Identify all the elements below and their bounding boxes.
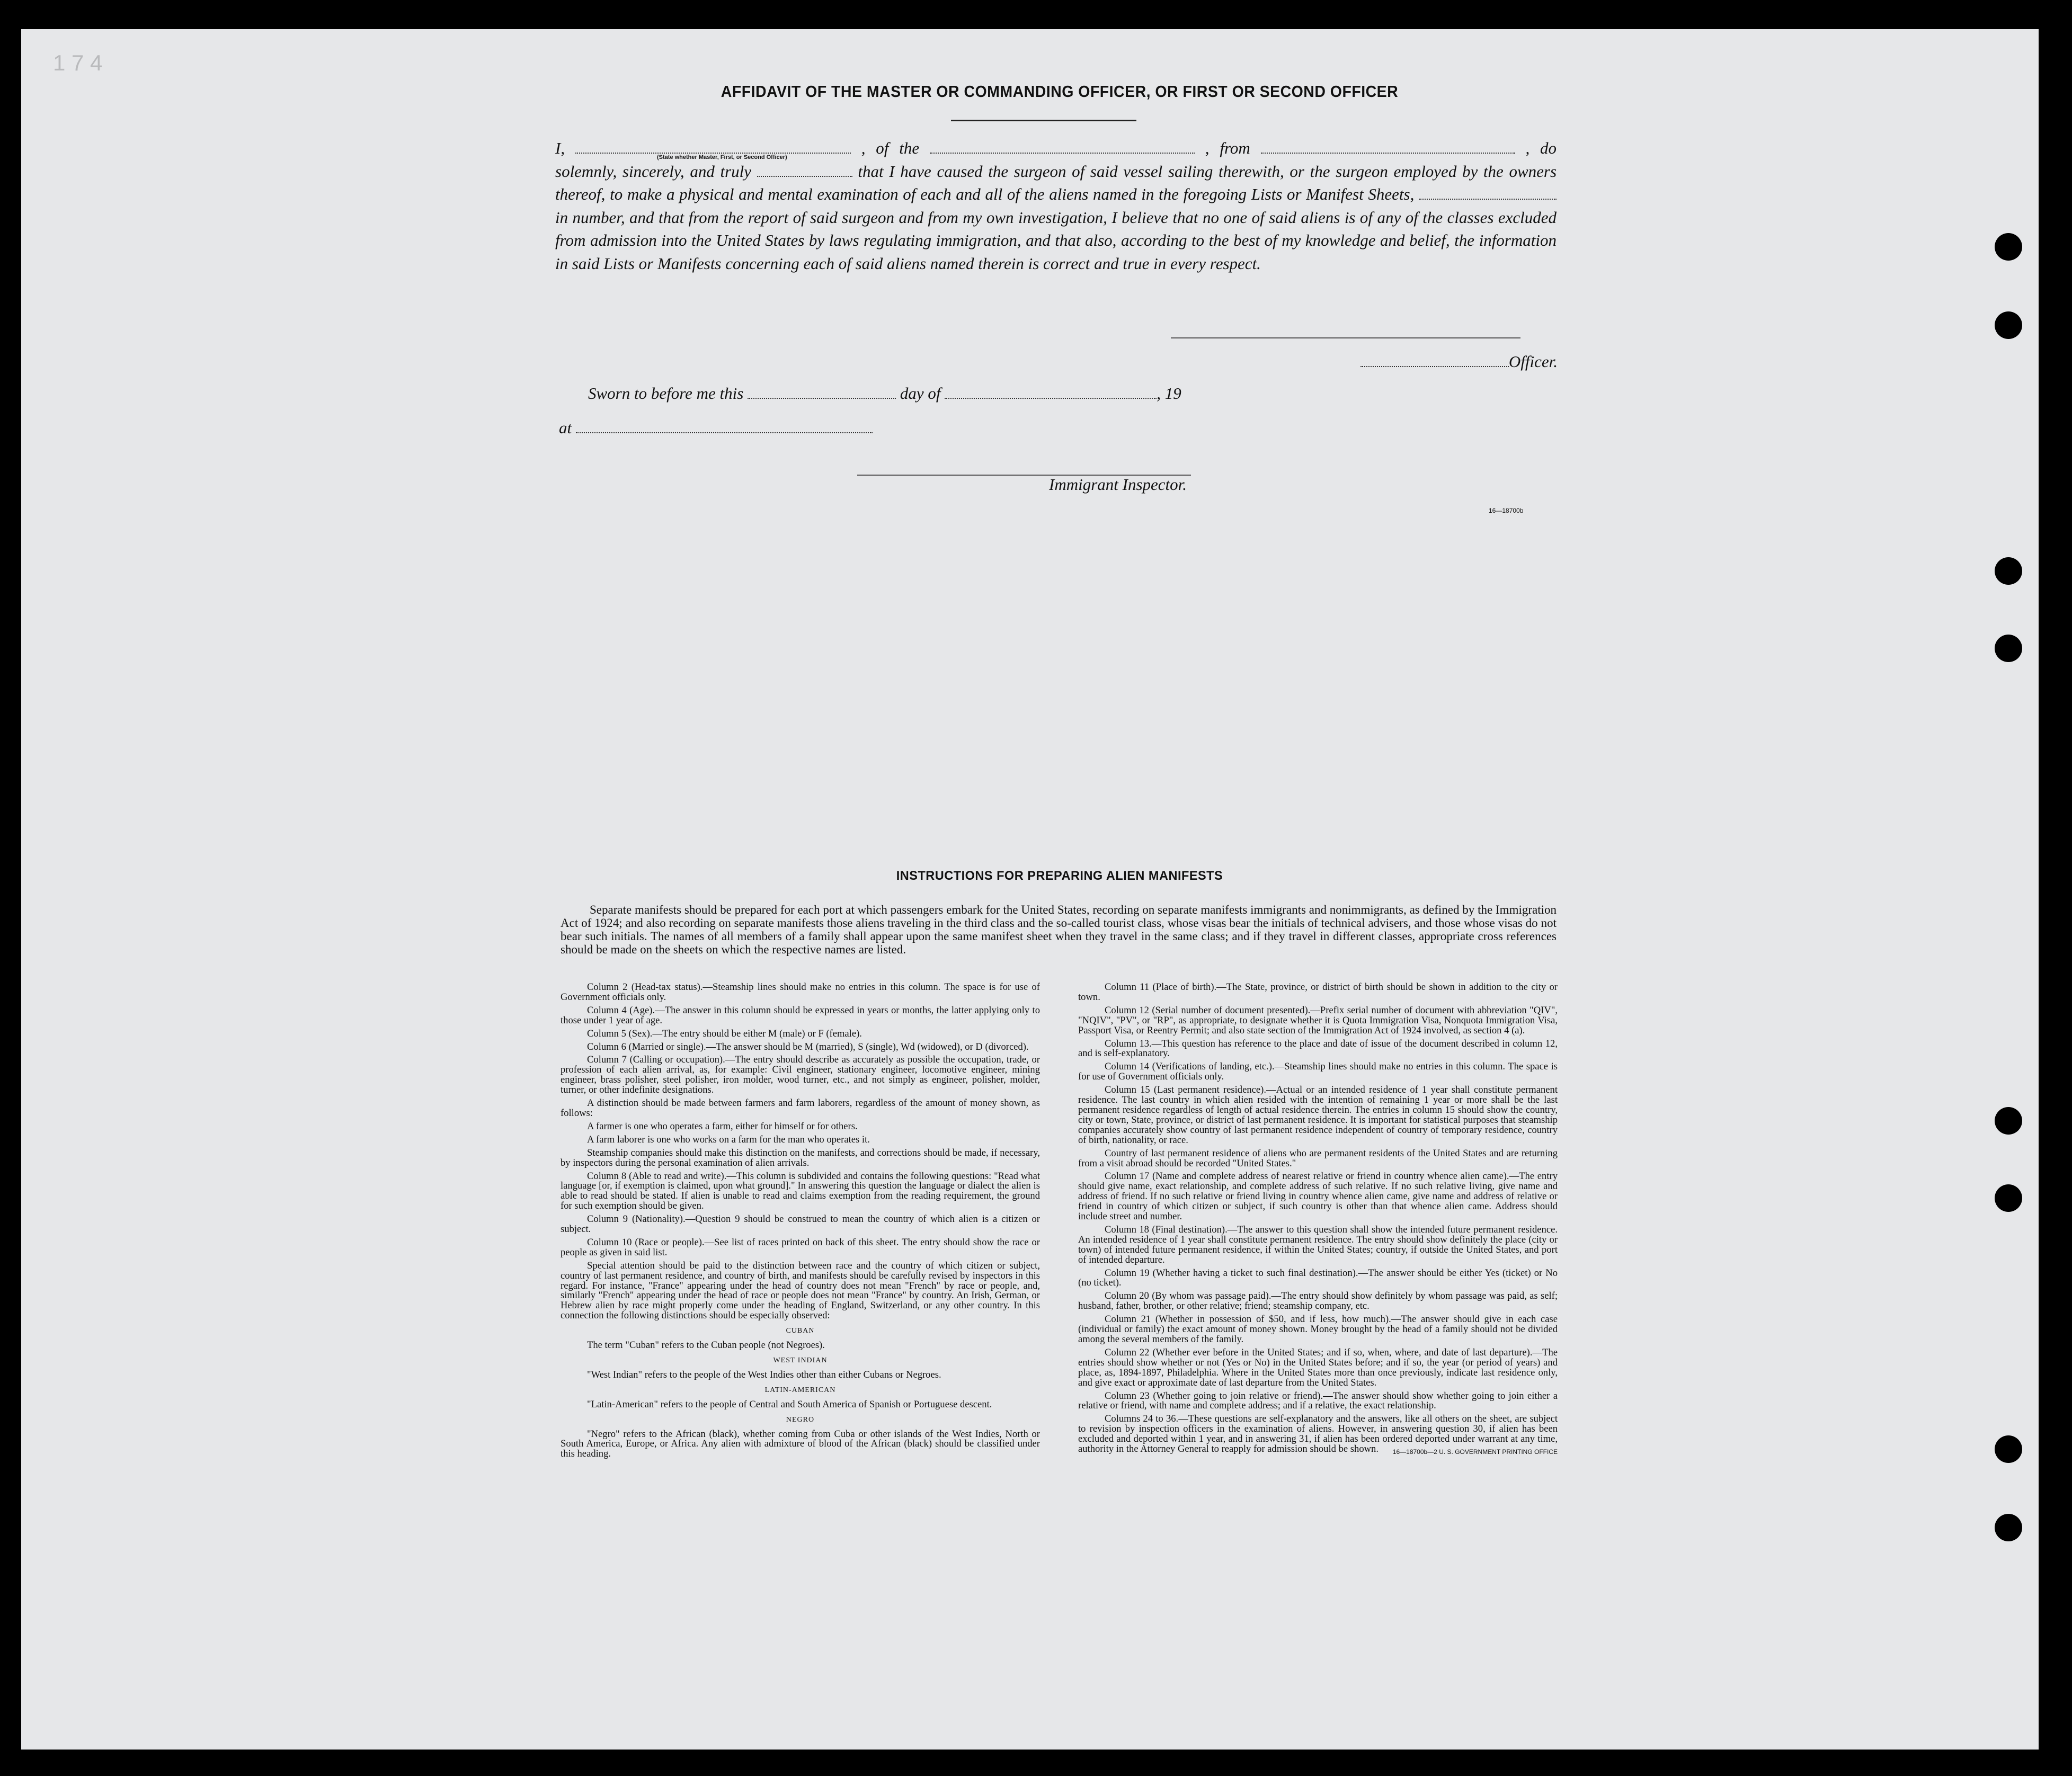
instruction-paragraph: Column 8 (Able to read and write).—This column is subdivided and contains the following questions: "Read what language [or, if exemption is claimed, upon what ground]." In answering this question the language or dialect the alien is able to read should be stated. If alien is unable to read and claims exemption from the reading requirement, the ground for such exemption should be given. xyxy=(561,1170,1040,1212)
instruction-paragraph: Column 22 (Whether ever before in the United States; and if so, when, where, and date of last departure).—The entries should show whether or not (Yes or No) in the United States before; and if so, the year (or period of years) and place, as, 1894-1897, Philadelphia. Where in the United States more than once previously, indicate last residence only, and give exact or approximate date of last departure from the United States. xyxy=(1078,1346,1558,1388)
instructions-right-column xyxy=(1078,983,1558,1457)
section-heading-cuban: CUBAN xyxy=(786,1327,815,1335)
instruction-paragraph: Column 2 (Head-tax status).—Steamship lines should make no entries in this column. The space is for use of Government officials only. xyxy=(561,981,1040,1003)
instruction-paragraph: Column 21 (Whether in possession of $50, and if less, how much).—The answer should give in each case (individual or family) the exact amount of money shown. Money brought by the head of a family should not be divided among the several members of the family. xyxy=(1078,1314,1558,1345)
instruction-paragraph: "Latin-American" refers to the people of Central and South America of Spanish or Portuguese descent. xyxy=(587,1398,992,1410)
instructions-intro: Separate manifests should be prepared for each port at which passengers embark for the United States, recording on separate manifests immigrants and nonimmigrants, as defined by the Immigration Act of 1924; and also recording on separate manifests those aliens traveling in the third class and the so-called tourist class, whose visas bear the initials of technical advisers, and those whose visas do not bear such initials. The names of all members of a family shall appear upon the same manifest sheet when they travel in the same class; and if they travel in different classes, appropriate cross references should be made on the sheets on which the respective names are listed. xyxy=(561,903,1557,956)
instruction-paragraph: Column 19 (Whether having a ticket to such final destination).—The answer should be either Yes (ticket) or No (no ticket). xyxy=(1078,1267,1558,1289)
instruction-paragraph: Column 9 (Nationality).—Question 9 should be construed to mean the country of which alien is a citizen or subject. xyxy=(561,1213,1040,1235)
fill-line-place[interactable] xyxy=(576,421,873,433)
instruction-paragraph: Column 11 (Place of birth).—The State, province, or district of birth should be shown in addition to the city or town. xyxy=(1078,981,1558,1003)
title-rule xyxy=(951,120,1136,121)
fill-line-officer-title[interactable] xyxy=(1360,354,1509,367)
fill-line-oath[interactable] xyxy=(757,163,852,177)
punch-hole xyxy=(1995,1514,2022,1541)
printing-office-code: 16—18700b—2 U. S. GOVERNMENT PRINTING OFFICE xyxy=(1392,1448,1558,1456)
page-number-faint: 1 7 4 xyxy=(53,50,103,75)
instruction-paragraph: Column 6 (Married or single).—The answer should be M (married), S (single), Wd (widowed), or D (divorced). xyxy=(587,1041,1029,1052)
instruction-paragraph: A farmer is one who operates a farm, either for himself or for others. xyxy=(587,1120,858,1132)
inspector-label: Immigrant Inspector. xyxy=(1049,475,1187,494)
instruction-paragraph: Column 12 (Serial number of document presented).—Prefix serial number of document with abbreviation "QIV", "NQIV", "PV", or "RP", as appropriate, to designate whether it is Quota Immigration Visa, Nonquota Immigration Visa, Passport Visa, or Reentry Permit; and also state section of the Immigration Act of 1924 involved, as section 4 (a). xyxy=(1078,1004,1558,1036)
instruction-paragraph: Column 10 (Race or people).—See list of races printed on back of this sheet. The entry should show the race or people as given in said list. xyxy=(561,1236,1040,1258)
fill-line-month[interactable] xyxy=(945,386,1157,399)
instructions-left-column xyxy=(561,983,1040,1462)
punch-hole xyxy=(1995,1435,2022,1463)
year-prefix: , 19 xyxy=(1157,384,1181,403)
instruction-paragraph: Column 17 (Name and complete address of nearest relative or friend in country whence alien came).—The entry should give name, exact relationship, and complete address of such relative. If no such relative living, give name and address of friend. If no such relative or friend living in country whence alien came, give name and address of relative or friend in country of which citizen or subject, if such country is other than that whence alien came. Address should include street and number. xyxy=(1078,1171,1558,1222)
sworn-row xyxy=(588,384,1277,403)
fill-line-officer-rank[interactable] xyxy=(575,140,851,154)
punch-hole xyxy=(1995,557,2022,585)
affidavit-text: , from xyxy=(1205,139,1250,157)
instruction-paragraph: Column 4 (Age).—The answer in this column should be expressed in years or months, the latter applying only to those under 1 year of age. xyxy=(561,1004,1040,1026)
officer-label-row xyxy=(1346,352,1558,371)
affidavit-text: , do solemnly, sincerely, and truly xyxy=(555,139,1557,181)
instruction-paragraph: Special attention should be paid to the distinction between race and the country of which citizen or subject, country of last permanent residence, and country of birth, and manifests should be carefully revised by inspectors in this regard. For instance, "France" appearing under the head of country does not mean "French" by race or people, and, similarly "French" appearing under the head of race or people does not mean "France" by country. An Irish, German, or Hebrew alien by race might properly come under the heading of England, Switzerland, or any other country. In this connection the following distinctions should be especially observed: xyxy=(561,1260,1040,1322)
section-heading-latin-american: LATIN-AMERICAN xyxy=(764,1386,836,1394)
officer-label: Officer. xyxy=(1508,352,1558,371)
instruction-paragraph: Column 14 (Verifications of landing, etc.).—Steamship lines should make no entries in this column. The space is for use of Government officials only. xyxy=(1078,1061,1558,1083)
instruction-paragraph: Steamship companies should make this distinction on the manifests, and corrections should be made, if necessary, by inspectors during the personal examination of alien arrivals. xyxy=(561,1147,1040,1168)
officer-signature-line[interactable] xyxy=(1171,337,1520,338)
form-number: 16—18700b xyxy=(1489,507,1524,514)
affidavit-title: AFFIDAVIT OF THE MASTER OR COMMANDING OFFICER, OR FIRST OR SECOND OFFICER xyxy=(721,82,1399,101)
fill-line-sheet-count[interactable] xyxy=(1419,186,1557,200)
sworn-text: day of xyxy=(900,384,941,403)
instruction-paragraph: Column 20 (By whom was passage paid).—The entry should show definitely by whom passage was paid, as self; husband, father, brother, or other relative; friend; steamship company, etc. xyxy=(1078,1290,1558,1312)
punch-hole xyxy=(1995,233,2022,261)
section-heading-negro: NEGRO xyxy=(786,1415,815,1424)
instruction-paragraph: Column 5 (Sex).—The entry should be either M (male) or F (female). xyxy=(587,1028,862,1039)
fill-line-vessel[interactable] xyxy=(930,140,1195,154)
affidavit-text: in number, and that from the report of said surgeon and from my own investigation, I believe that no one of said aliens is of any of the classes excluded from admission into the United States by laws regulating immigration, and that also, according to the best of my knowledge and belief, the information in said Lists or Manifests concerning each of said aliens named therein is correct and true in every respect. xyxy=(555,208,1557,273)
instruction-paragraph: A distinction should be made between farmers and farm laborers, regardless of the amount of money shown, as follows: xyxy=(561,1097,1040,1119)
instruction-paragraph: "West Indian" refers to the people of the West Indies other than either Cubans or Negroes. xyxy=(587,1369,941,1380)
punch-hole xyxy=(1995,635,2022,662)
at-label: at xyxy=(559,418,572,437)
instructions-title: INSTRUCTIONS FOR PREPARING ALIEN MANIFESTS xyxy=(896,869,1223,883)
instruction-paragraph: The term "Cuban" refers to the Cuban people (not Negroes). xyxy=(587,1340,825,1351)
instruction-paragraph: Column 7 (Calling or occupation).—The entry should describe as accurately as possible the occupation, trade, or profession of each alien arrival, as, for example: Civil engineer, stationary engineer, locomotive engineer, mining engineer, brass polisher, steel polisher, iron molder, wood turner, etc., and not simply as engineer, polisher, molder, turner, or other indefinite designations. xyxy=(561,1054,1040,1096)
punch-hole xyxy=(1995,1107,2022,1135)
fill-line-day[interactable] xyxy=(748,386,896,399)
affidavit-text: that I have caused the surgeon of said vessel sailing therewith, or the surgeon employed by the owners thereof, to make a physical and mental examination of each and all of the aliens named in the foregoing Lists or Manifest Sheets, xyxy=(555,162,1557,203)
section-heading-west-indian: WEST INDIAN xyxy=(773,1356,828,1364)
punch-hole xyxy=(1995,1184,2022,1212)
rank-caption: (State whether Master, First, or Second Officer) xyxy=(657,154,787,160)
affidavit-text: , of the xyxy=(861,139,920,157)
instruction-paragraph: Columns 24 to 36.—These questions are self-explanatory and the answers, like all others on the sheet, are subject to revision by inspection officers in the examination of aliens. However, in answering question 30, if alien has been excluded and deported within 1 year, and in answering 31, if alien has been ordered deported under warrant at any time, authority in the Attorney General to reapply for admission should be shown. xyxy=(1078,1413,1558,1455)
fill-line-port[interactable] xyxy=(1261,140,1515,154)
instruction-paragraph: "Negro" refers to the African (black), whether coming from Cuba or other islands of the West Indies, North or South America, Europe, or Africa. Any alien with admixture of blood of the African (black) should be classified under this heading. xyxy=(561,1428,1040,1460)
punch-hole xyxy=(1995,311,2022,339)
instruction-paragraph: Column 13.—This question has reference to the place and date of issue of the document described in column 12, and is self-explanatory. xyxy=(1078,1038,1558,1059)
instruction-paragraph: Country of last permanent residence of aliens who are permanent residents of the United States and are returning from a visit abroad should be recorded "United States." xyxy=(1078,1147,1558,1169)
affidavit-text: I, xyxy=(555,139,565,157)
instruction-paragraph: Column 15 (Last permanent residence).—Actual or an intended residence of 1 year shall constitute permanent residence. The last country in which alien resided with the intention of remaining 1 year or more shall be the last permanent residence regardless of length of actual residence therein. The entries in column 15 should show the country, city or town, State, province, or district of last permanent residence. It is important for statistical purposes that steamship companies accurately show country of last permanent residence independent of country of temporary residence, country of birth, nationality, or race. xyxy=(1078,1084,1558,1146)
at-row xyxy=(559,418,983,438)
instruction-paragraph: Column 18 (Final destination).—The answer to this question shall show the intended future permanent residence. An intended residence of 1 year shall constitute permanent residence. The entry should show definitely the place (city or town) of intended future permanent residence, if within the United States; country, if outside the United States, and port of intended departure. xyxy=(1078,1224,1558,1265)
instruction-paragraph: A farm laborer is one who works on a farm for the man who operates it. xyxy=(587,1134,870,1145)
sworn-text: Sworn to before me this xyxy=(588,384,744,403)
form-sheet xyxy=(21,29,2039,1750)
instruction-paragraph: Column 23 (Whether going to join relative or friend).—The answer should show whether going to join either a relative or friend, with name and complete address; and if a relative, the exact relationship. xyxy=(1078,1390,1558,1412)
